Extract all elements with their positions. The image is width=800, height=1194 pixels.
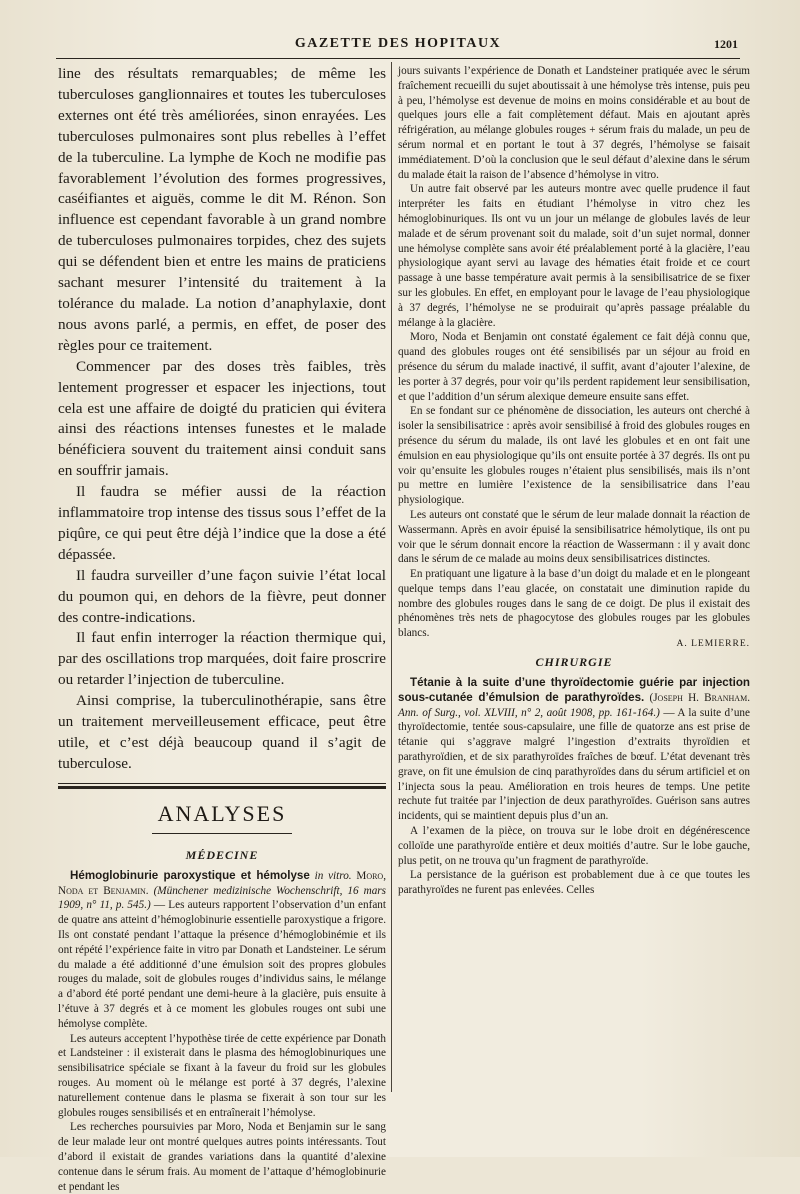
- paragraph: Un autre fait observé par les auteurs montre avec quelle prudence il faut interpréter les faits en étudiant l’hémolyse in vitro chez les hémoglobinuriques. Ils ont vu un jour un mélange de globules lavés de leur malade et de sérum provenant soit du malade, soit d’un sujet normal, donner une hémolyse complète sans avoir été préalablement porté à la glacière, l’eau physiologique ayant servi au lavage des hématies était froide et ce court passage à une basse température avait permis à la sensibilisatrice de se fixer sur les globules. En effet, en employant pour le lavage de l’eau physiologique à 37 degrés, l’hémolyse ne se produirait qu’après passage préalable du mélange à la glacière.: [398, 183, 750, 329]
- paragraph: En pratiquant une ligature à la base d’un doigt du malade et en le plongeant quelque temps dans l’eau glacée, on constatait une diminution rapide du nombre des globules rouges dans le sang de ce doigt. De plus il existait des phénomènes très nets de phagocytose des globules rouges par les globules blancs.: [398, 568, 750, 640]
- column-divider: [391, 62, 392, 1092]
- journal-title: GAZETTE DES HOPITAUX: [294, 36, 502, 51]
- page-number: 1201: [714, 37, 738, 51]
- section-underline: [152, 833, 292, 834]
- article-text: — A la suite d’une thyroïdectomie, tentée sous-capsulaire, une fille de quatorze ans est prise de tétanie qui s’aggrave malgré l’ingestion d’extraits thyroïdien et parathyroïdien, et de six parathyroïdes fraîches de bœuf. L’état devenant très grave, on fit une émulsion de cinq parathyroïdes dans du sérum artificiel et on l’injecta sous la peau. Amélioration en trois heures de temps. Une petite rechute fut traitée par l’injection de deux parathyroïdes. Guérison sans autres incidents, qui se maintient depuis plus d’un an.: [398, 706, 750, 823]
- paragraph: La persistance de la guérison est probablement due à ce que toutes les parathyroïdes ne furent pas enlevées. Celles: [398, 869, 750, 897]
- article-tetanie: [398, 676, 750, 898]
- subsection-title: CHIRURGIE: [535, 655, 613, 670]
- left-column: [58, 64, 386, 1194]
- paragraph: Il faudra surveiller d’une façon suivie l’état local du poumon qui, en dehors de la fièvre, peut donner des contre-indications.: [58, 566, 386, 626]
- article-authors: (Joseph H. Branham.: [649, 691, 750, 704]
- double-rule: [58, 783, 386, 789]
- article-title-italic: in vitro.: [314, 869, 352, 882]
- article-title: Hémoglobinurie paroxystique et hémolyse: [70, 868, 310, 882]
- tuberculin-article-end: [58, 64, 386, 775]
- right-column: [398, 64, 750, 898]
- paragraph: Les auteurs acceptent l’hypothèse tirée de cette expérience par Donath et Landsteiner : il existerait dans le plasma des hémoglobinuriques une sensibilisatrice spéciale se fixant à la faveur du froid sur les globules rouges. Au moment où le mélange est porté à 37 degrés, l’alexine naturellement contenue dans le plasma se fixerait à son tour sur les globules rouges sensibilisés et en entraînerait l’hémolyse.: [58, 1032, 386, 1119]
- page-header: [58, 34, 738, 56]
- paragraph: Les auteurs ont constaté que le sérum de leur malade donnait la réaction de Wassermann. Après en avoir épuisé la sensibilisatrice hémolytique, ils ont pu voir que le sérum donnait encore la réaction de Wassermann : il y avait donc dans le sérum de ce malade au moins deux sensibilisatrices distinctes.: [398, 508, 750, 566]
- paragraph: Il faut enfin interroger la réaction thermique qui, par des oscillations trop marquées, doit faire proscrire ou retarder l’injection de tuberculine.: [58, 629, 386, 689]
- paragraph: Commencer par des doses très faibles, très lentement progresser et espacer les injections, tout cela est une affaire de doigté du praticien qui évitera ainsi des réactions intenses funestes et le malade bénéficiera souvent du traitement ainsi conduit sans en souffrir jamais.: [58, 357, 386, 480]
- subsection-title: MÉDECINE: [185, 847, 259, 862]
- author-signature: A. LEMIERRE.: [676, 639, 750, 650]
- paragraph: En se fondant sur ce phénomène de dissociation, les auteurs ont cherché à isoler la sensibilisatrice : après avoir sensibilisé à froid des globules rouges en présence du sérum du malade, ils ont lavé les globules et en ont fait une émulsion en eau physiologique qu’ils ont ensuite portée à 37 degrés. Ils ont pu voir qu’ensuite les globules rouges n’étaient plus sensibilisés, mais ils n’ont pu mettre en lumière l’existence de la sensibilisatrice dans l’eau physiologique.: [398, 405, 750, 507]
- section-title: ANALYSES: [157, 800, 287, 826]
- paragraph: Ainsi comprise, la tuberculinothérapie, sans être un traitement merveilleusement efficace, peut être utile, et c’est déjà beaucoup quand il s’agit de tuberculose.: [58, 692, 386, 772]
- header-rule: [56, 58, 740, 59]
- article-source: (Münchener medizinische Wochenschrift, 16 mars 1909, n° 11, p. 545.): [58, 884, 387, 912]
- article-hemoglobinurie: [58, 869, 386, 1194]
- article-text: — Les auteurs rapportent l’observation d’un enfant de quatre ans atteint d’hémoglobinurie essentielle paroxystique a frigore. Ils ont constaté pendant l’attaque la présence d’hémoglobinémie et ils ont répété l’expérience faite in vitro par Donath et Landsteiner. Le sérum du malade a été additionné d’une émulsion soit des propres globules rouges du malade, soit de globules rouges d’individus sains, le mélange a d’abord été porté pendant une demi-heure à la glacière, puis ensuite à l’étuve à 37 degrés et à ce moment les globules rouges ont subi une hémolyse complète.: [58, 899, 387, 1030]
- article-authors: Moro, Noda et Benjamin.: [58, 869, 387, 897]
- article-title: Tétanie à la suite d’une thyroïdectomie guérie par injection sous-cutanée d’émulsion de parathyroïdes.: [398, 676, 750, 704]
- article-source: Ann. of Surg., vol. XLVIII, n° 2, août 1908, pp. 161-164.): [398, 706, 660, 719]
- paragraph: Il faudra se méfier aussi de la réaction inflammatoire trop intense des tissus sous l’effet de la piqûre, ce qui peut être déjà l’indice que la dose a été dépassée.: [58, 483, 386, 563]
- paragraph: line des résultats remarquables; de même les tuberculoses ganglionnaires et toutes les tuberculoses externes ont été très améliorées, sinon enrayées. Les tuberculoses pulmonaires sont plus rebelles à l’effet de la tuberculine. La lymphe de Koch ne modifie pas favorablement l’évolution des formes progressives, caséifiantes et aiguës, comme le dit M. Rénon. Son influence est cependant favorable à un grand nombre de tuberculoses pulmonaires torpides, chez des sujets qui se défendent bien et entre les mains de praticiens sachant mesurer l’intensité du traitement à la tolérance du malade. La notion d’anaphylaxie, dont nous avons parlé, a permis, en effet, de poser des règles pour ce traitement.: [58, 65, 386, 354]
- paragraph: Moro, Noda et Benjamin ont constaté également ce fait déjà connu que, quand des globules rouges ont été sensibilisés par un séjour au froid en présence du sérum du malade inactivé, il suffit, avant d’ajouter l’alexine, de les porter à 37 degrés, pour voir qu’ils perdent rapidement leur sensibilisation, et que l’addition d’un sérum alexique demeure ensuite sans effet.: [398, 331, 750, 403]
- paragraph: A l’examen de la pièce, on trouva sur le lobe droit en dégénérescence colloïde une parathyroïde entière et deux moitiés d’autre. Sur le lobe gauche, plus petit, on ne trouva qu’un fragment de parathyroïde.: [398, 825, 750, 867]
- paragraph: jours suivants l’expérience de Donath et Landsteiner pratiquée avec le sérum fraîchement recueilli du sujet aboutissait à une hémolyse très intense, puis peu à peu, l’hémolyse est devenue de moins en moins considérable et au bout de quelques jours elle a fait complètement défaut. Mais en ajoutant après réfrigération, au mélange globules rouges + sérum frais du malade, un peu de sérum normal et en portant le tout à 37 degrés, l’hémolyse se faisait immédiatement. D’où la conclusion que le seul défaut d’alexine dans le sérum du malade était la raison de l’absence d’hémolyse in vitro.: [398, 65, 750, 181]
- paragraph: Les recherches poursuivies par Moro, Noda et Benjamin sur le sang de leur malade leur ont montré quelques autres points intéressants. Tout d’abord il existait de grandes variations dans la quantité d’alexine contenue dans le sérum frais. Au moment de l’attaque d’hémoglobinurie et pendant les: [58, 1121, 386, 1193]
